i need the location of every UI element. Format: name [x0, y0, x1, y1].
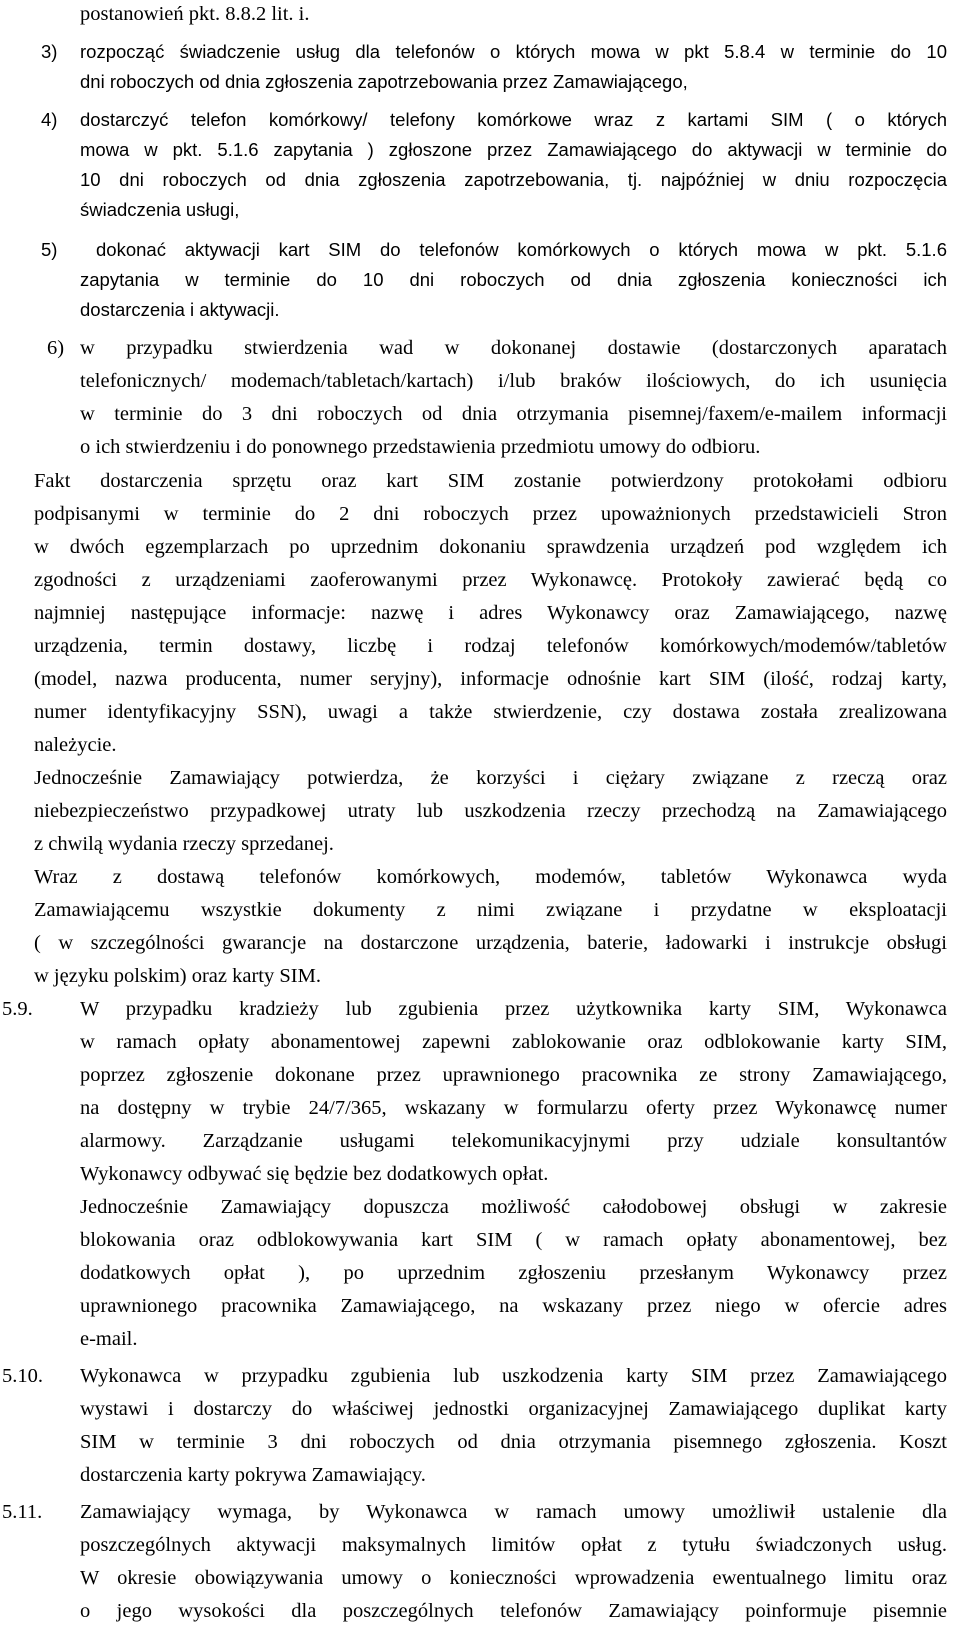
paragraph-line: w terminie do 3 dni roboczych od dnia otrzymania pisemnej/faxem/e-mailem informacji: [80, 403, 947, 425]
paragraph-line: świadczenia usługi,: [80, 199, 240, 220]
paragraph-line: blokowania oraz odblokowywania kart SIM ( w ramach opłaty abonamentowej, bez: [80, 1229, 947, 1251]
paragraph-line: o jego wysokości dla poszczególnych telefonów Zamawiający poinformuje pisemnie: [80, 1600, 947, 1622]
paragraph-line: mowa w pkt. 5.1.6 zapytania ) zgłoszone przez Zamawiającego do aktywacji w terminie do: [80, 139, 947, 160]
paragraph-line: wystawi i dostarczy do właściwej jednostki organizacyjnej Zamawiającego duplikat karty: [80, 1398, 947, 1420]
paragraph-line: e-mail.: [80, 1328, 138, 1350]
paragraph-line: alarmowy. Zarządzanie usługami telekomunikacyjnymi przy udziale konsultantów: [80, 1130, 947, 1152]
list-number: 6): [47, 337, 65, 359]
paragraph-line: zapytania w terminie do 10 dni roboczych od dnia zgłoszenia konieczności ich: [80, 269, 947, 290]
list-number: 5): [41, 239, 58, 260]
paragraph-line: Jednocześnie Zamawiający potwierdza, że korzyści i ciężary związane z rzeczą oraz: [34, 767, 947, 789]
paragraph-line: na dostępny w trybie 24/7/365, wskazany w formularzu oferty przez Wykonawcę numer: [80, 1097, 947, 1119]
paragraph-line: Wraz z dostawą telefonów komórkowych, modemów, tabletów Wykonawca wyda: [34, 866, 947, 888]
paragraph-line: podpisanymi w terminie do 2 dni roboczych przez upoważnionych przedstawicieli Stron: [34, 503, 947, 525]
paragraph-line: dodatkowych opłat ), po uprzednim zgłoszeniu przesłanym Wykonawcy przez: [80, 1262, 947, 1284]
paragraph-line: (model, nazwa producenta, numer seryjny), informacje odnośnie kart SIM (ilość, rodzaj karty,: [34, 668, 947, 690]
paragraph-line: najmniej następujące informacje: nazwę i adres Wykonawcy oraz Zamawiającego, nazwę: [34, 602, 947, 624]
paragraph-line: W przypadku kradzieży lub zgubienia przez użytkownika karty SIM, Wykonawca: [80, 998, 947, 1020]
section-number: 5.9.: [2, 998, 33, 1020]
paragraph-line: W okresie obowiązywania umowy o konieczności wprowadzenia ewentualnego limitu oraz: [80, 1567, 947, 1589]
list-number: 4): [41, 109, 58, 130]
paragraph-line: Fakt dostarczenia sprzętu oraz kart SIM zostanie potwierdzony protokołami odbioru: [34, 470, 947, 492]
paragraph-line: niebezpieczeństwo przypadkowej utraty lub uszkodzenia rzeczy przechodzą na Zamawiającego: [34, 800, 947, 822]
paragraph-line: o ich stwierdzeniu i do ponownego przedstawienia przedmiotu umowy do odbioru.: [80, 436, 761, 458]
list-number: 3): [41, 41, 58, 62]
paragraph-line: Wykonawcy odbywać się będzie bez dodatkowych opłat.: [80, 1163, 549, 1185]
paragraph-line: z chwilą wydania rzeczy sprzedanej.: [34, 833, 334, 855]
paragraph-line: dostarczenia karty pokrywa Zamawiający.: [80, 1464, 426, 1486]
paragraph-line: w ramach opłaty abonamentowej zapewni zablokowanie oraz odblokowanie karty SIM,: [80, 1031, 947, 1053]
paragraph-line: Zamawiającemu wszystkie dokumenty z nimi związane i przydatne w eksploatacji: [34, 899, 947, 921]
paragraph-line: rozpocząć świadczenie usług dla telefonów o których mowa w pkt 5.8.4 w terminie do 10: [80, 41, 947, 62]
paragraph-line: numer identyfikacyjny SSN), uwagi a także stwierdzenie, czy dostawa została zrealizowana: [34, 701, 947, 723]
paragraph-line: Zamawiający wymaga, by Wykonawca w ramach umowy umożliwił ustalenie dla: [80, 1501, 947, 1523]
paragraph-line: dostarczyć telefon komórkowy/ telefony komórkowe wraz z kartami SIM ( o których: [80, 109, 947, 130]
paragraph-line: ( w szczególności gwarancje na dostarczone urządzenia, baterie, ładowarki i instrukcje obsługi: [34, 932, 947, 954]
section-number: 5.10.: [2, 1365, 43, 1387]
paragraph-line: dostarczenia i aktywacji.: [80, 299, 280, 320]
section-number: 5.11.: [2, 1501, 43, 1523]
paragraph-line: w przypadku stwierdzenia wad w dokonanej dostawie (dostarczonych aparatach: [80, 337, 947, 359]
paragraph-line: urządzenia, termin dostawy, liczbę i rodzaj telefonów komórkowych/modemów/tabletów: [34, 635, 947, 657]
paragraph-line: dokonać aktywacji kart SIM do telefonów komórkowych o których mowa w pkt. 5.1.6: [96, 239, 947, 260]
paragraph-line: telefonicznych/ modemach/tabletach/kartach) i/lub braków ilościowych, do ich usunięcia: [80, 370, 947, 392]
paragraph-line: postanowień pkt. 8.8.2 lit. i.: [80, 3, 310, 25]
paragraph-line: Jednocześnie Zamawiający dopuszcza możliwość całodobowej obsługi w zakresie: [80, 1196, 947, 1218]
paragraph-line: w dwóch egzemplarzach po uprzednim dokonaniu sprawdzenia urządzeń pod względem ich: [34, 536, 947, 558]
paragraph-line: Wykonawca w przypadku zgubienia lub uszkodzenia karty SIM przez Zamawiającego: [80, 1365, 947, 1387]
paragraph-line: zgodności z urządzeniami zaoferowanymi przez Wykonawcę. Protokoły zawierać będą co: [34, 569, 947, 591]
paragraph-line: w języku polskim) oraz karty SIM.: [34, 965, 321, 987]
paragraph-line: poszczególnych aktywacji maksymalnych limitów opłat z tytułu świadczonych usług.: [80, 1534, 947, 1556]
paragraph-line: poprzez zgłoszenie dokonane przez uprawnionego pracownika ze strony Zamawiającego,: [80, 1064, 947, 1086]
paragraph-line: SIM w terminie 3 dni roboczych od dnia otrzymania pisemnego zgłoszenia. Koszt: [80, 1431, 947, 1453]
paragraph-line: należycie.: [34, 734, 117, 756]
paragraph-line: 10 dni roboczych od dnia zgłoszenia zapotrzebowania, tj. najpóźniej w dniu rozpoczęcia: [80, 169, 947, 190]
paragraph-line: uprawnionego pracownika Zamawiającego, na wskazany przez niego w ofercie adres: [80, 1295, 947, 1317]
paragraph-line: dni roboczych od dnia zgłoszenia zapotrzebowania przez Zamawiającego,: [80, 71, 688, 92]
